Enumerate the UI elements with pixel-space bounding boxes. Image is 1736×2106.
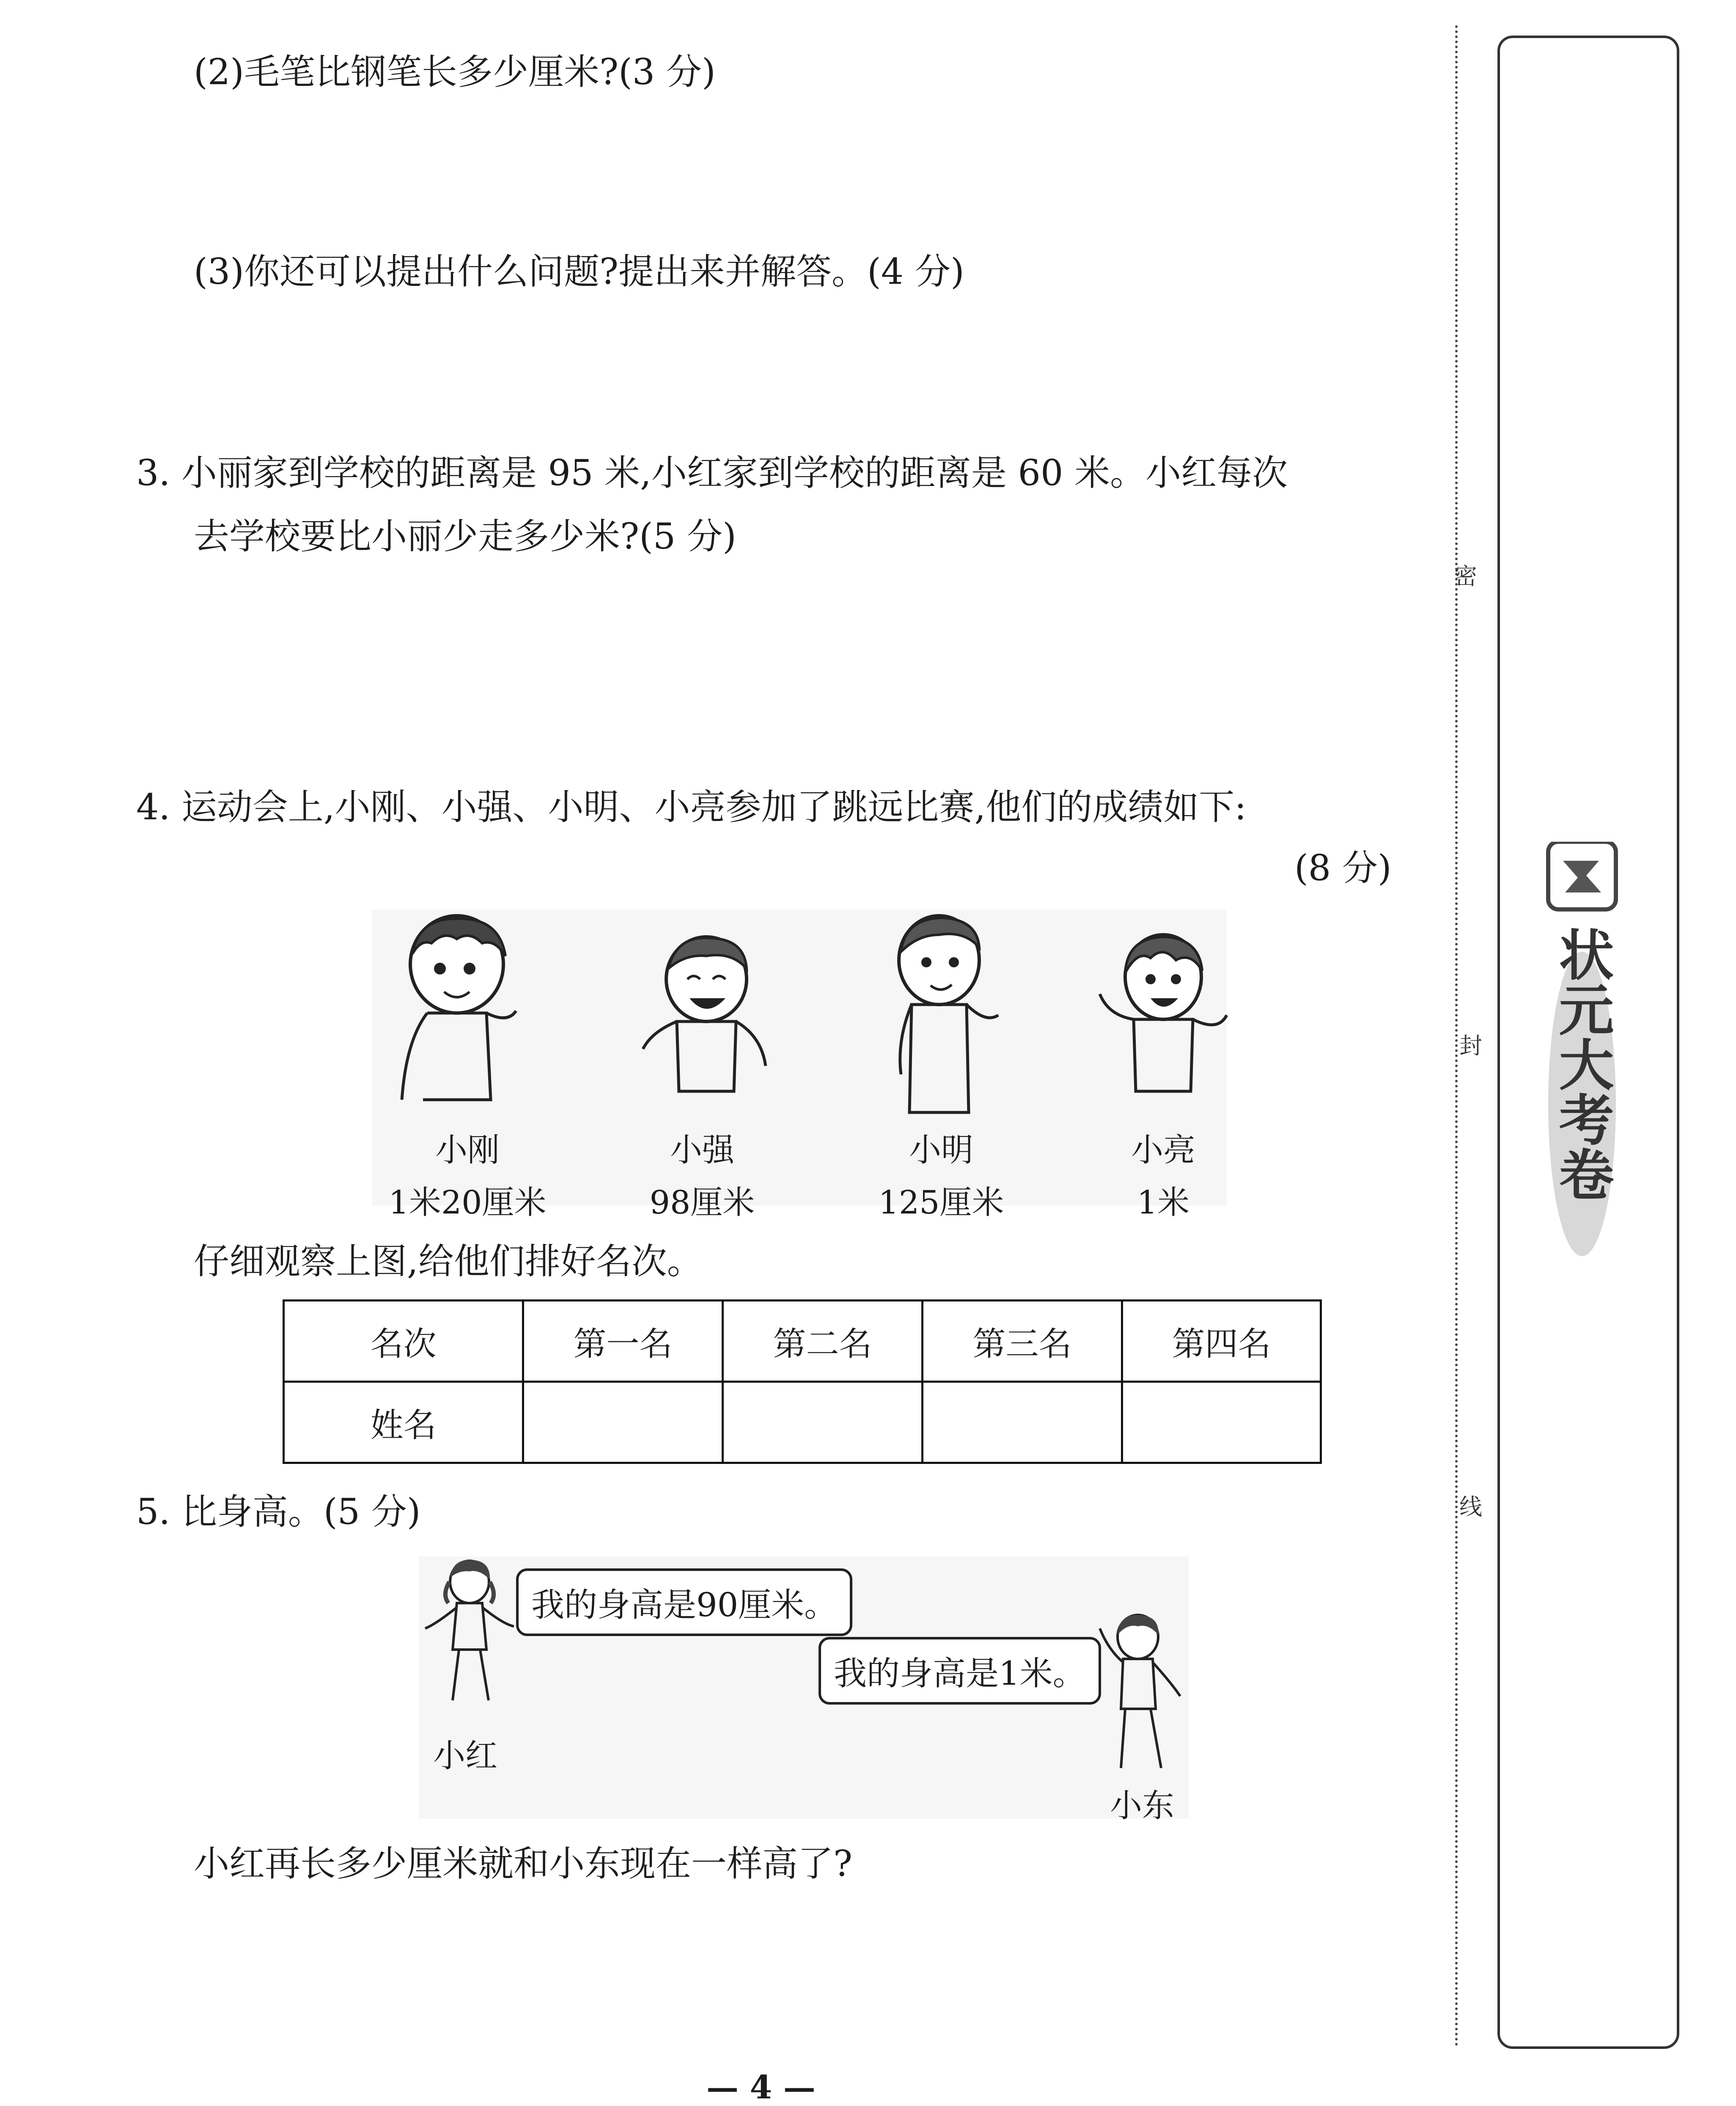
kid-name: 小亮 (1131, 1131, 1195, 1169)
answer-cell-first[interactable] (523, 1382, 723, 1463)
kid-xiaogang-figure (381, 914, 541, 1117)
question-4-line-1: 4. 运动会上,小刚、小强、小明、小亮参加了跳远比赛,他们的成绩如下: (136, 786, 1247, 828)
table-header-cell: 第二名 (723, 1301, 923, 1382)
girl-name: 小红 (433, 1737, 497, 1774)
table-header-cell: 第一名 (523, 1301, 723, 1382)
question-5-question: 小红再长多少厘米就和小东现在一样高了? (194, 1843, 853, 1884)
answer-cell-second[interactable] (723, 1382, 923, 1463)
kid-xiaoliang-figure (1091, 931, 1235, 1112)
kid-xiaoming-figure (871, 914, 1015, 1117)
answer-cell-third[interactable] (923, 1382, 1122, 1463)
boy-xiaodong-figure (1083, 1612, 1193, 1777)
table-header-cell: 第四名 (1122, 1301, 1321, 1382)
binding-dotted-line (1455, 25, 1458, 2047)
boy-speech-bubble: 我的身高是1米。 (819, 1637, 1101, 1705)
seal-char-xian: 线 (1459, 1494, 1482, 1520)
kid-result: 1米 (1137, 1183, 1190, 1221)
seal-char-mi: 密 (1454, 563, 1477, 590)
kid-result: 1米20厘米 (388, 1183, 547, 1221)
girl-speech-bubble: 我的身高是90厘米。 (516, 1568, 852, 1636)
table-header-cell: 名次 (284, 1301, 523, 1382)
table-header-cell: 第三名 (923, 1301, 1122, 1382)
question-5-title: 5. 比身高。(5 分) (136, 1491, 421, 1532)
boy-name: 小东 (1110, 1787, 1174, 1824)
kid-name: 小强 (670, 1131, 734, 1169)
seal-char-feng: 封 (1459, 1032, 1482, 1059)
question-2-part-2: (2)毛笔比钢笔长多少厘米?(3 分) (194, 51, 716, 93)
page-number: — 4 — (706, 2068, 816, 2106)
table-header-row (284, 1301, 1321, 1382)
svg-text:状元大考卷: 状元大考卷 (1550, 926, 1614, 1201)
question-2-part-3: (3)你还可以提出什么问题?提出来并解答。(4 分) (194, 251, 964, 292)
table-row-label: 姓名 (284, 1382, 523, 1463)
brand-logo (1540, 842, 1624, 1260)
girl-xiaohong-figure (419, 1557, 520, 1709)
kid-result: 98厘米 (649, 1183, 755, 1221)
table-row (284, 1382, 1321, 1463)
question-4-instruction: 仔细观察上图,给他们排好名次。 (194, 1241, 703, 1282)
kid-xiaoqiang-figure (635, 931, 778, 1112)
question-4-points: (8 分) (1294, 847, 1392, 889)
question-3-line-2: 去学校要比小丽少走多少米?(5 分) (194, 516, 736, 557)
kid-name: 小明 (909, 1131, 973, 1169)
ranking-table (283, 1299, 1322, 1464)
kid-name: 小刚 (435, 1131, 500, 1169)
kid-result: 125厘米 (878, 1183, 1004, 1221)
question-3-line-1: 3. 小丽家到学校的距离是 95 米,小红家到学校的距离是 60 米。小红每次 (136, 452, 1288, 494)
answer-cell-fourth[interactable] (1122, 1382, 1321, 1463)
